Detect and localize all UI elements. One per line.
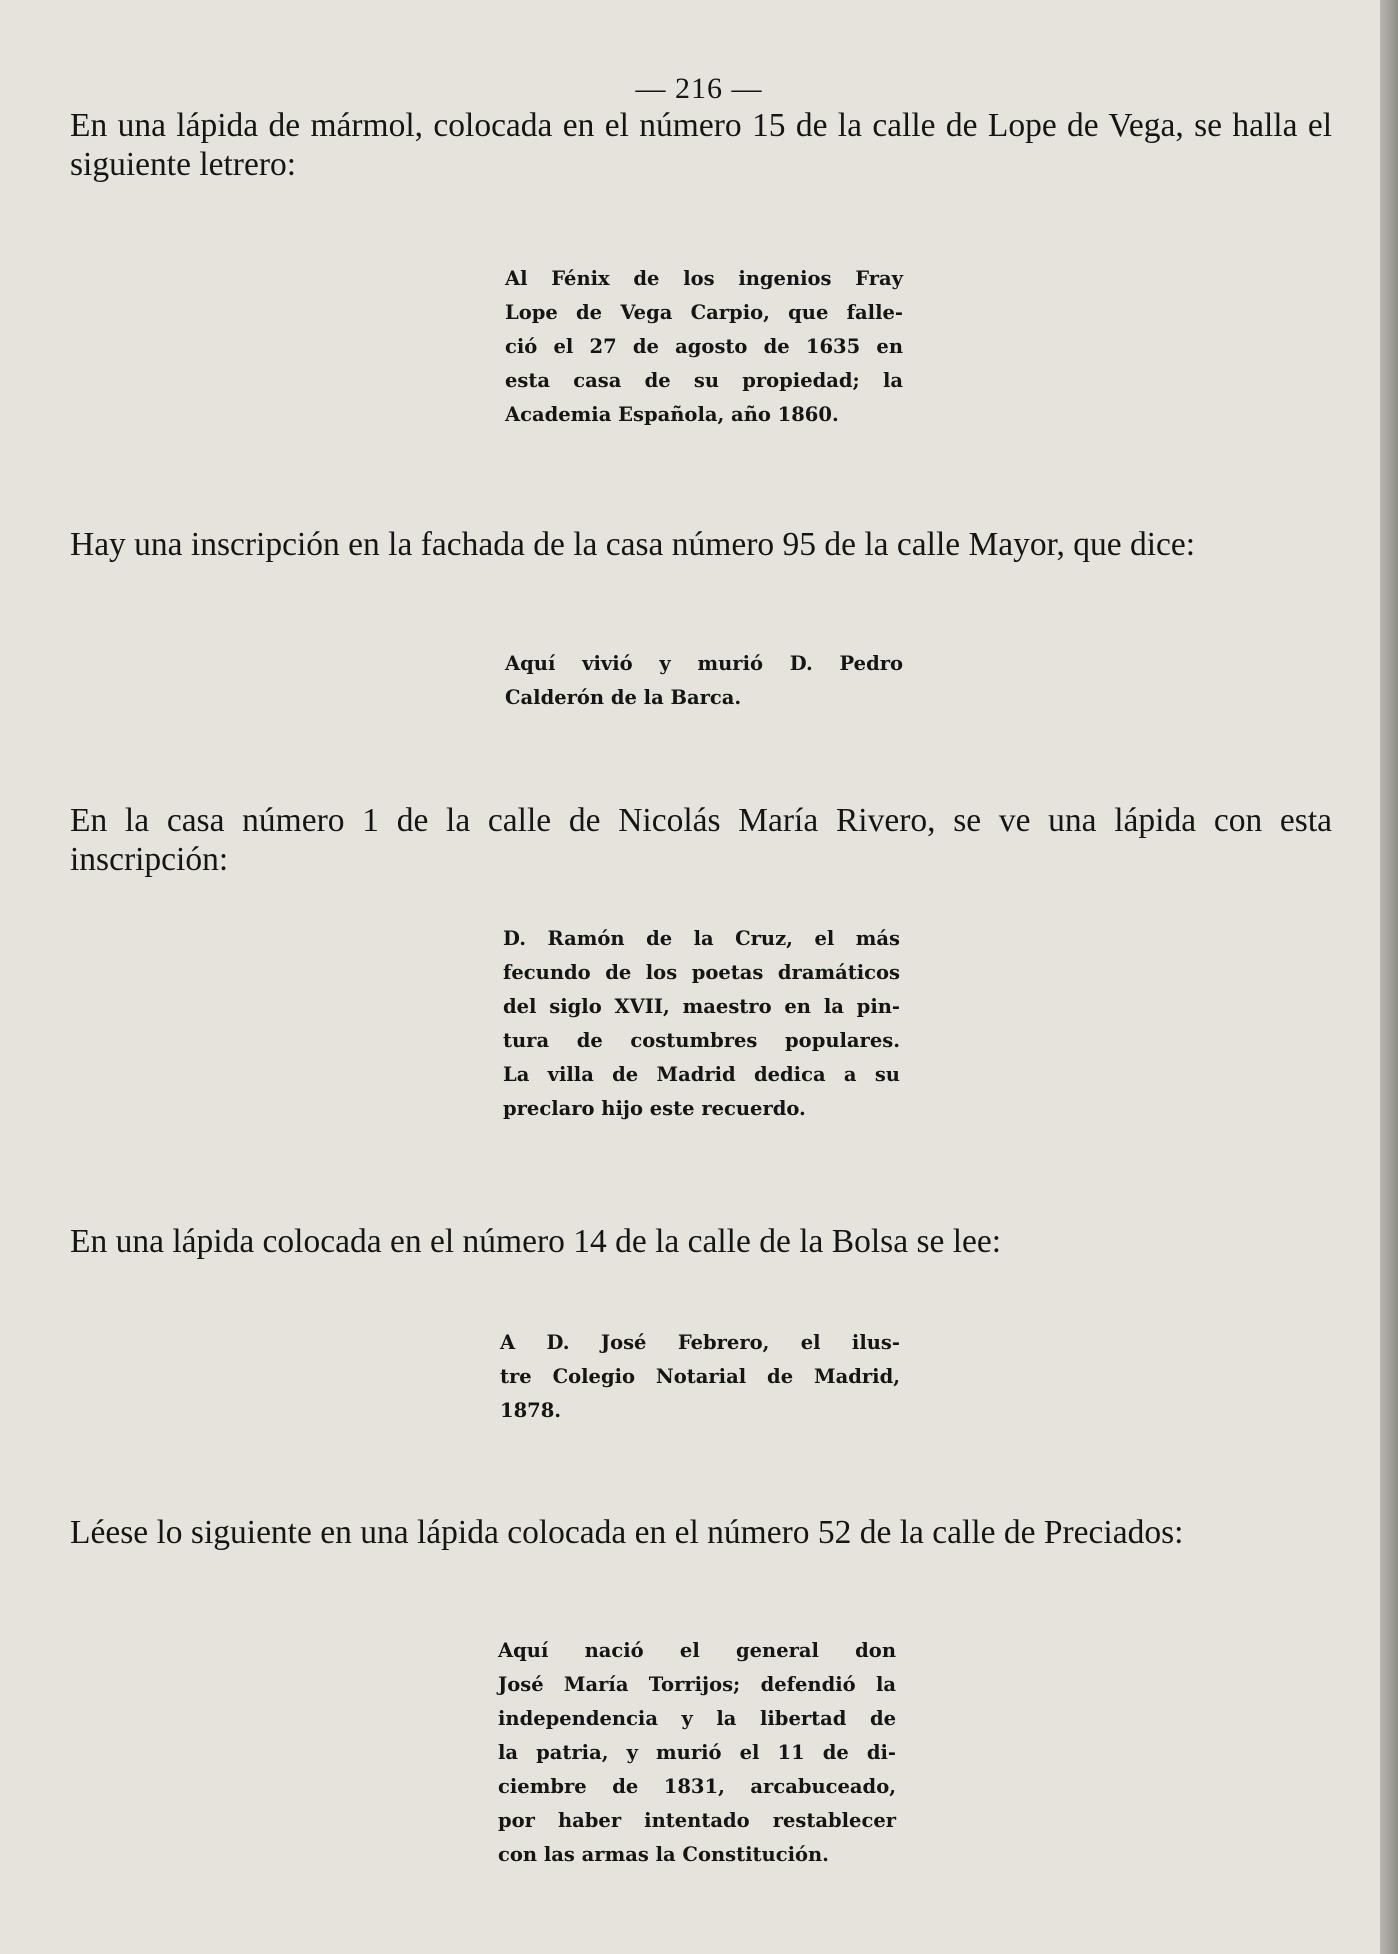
inscription-line: Aquí vivió y murió D. Pedro xyxy=(505,652,903,675)
inscription-line: por haber intentado restablecer xyxy=(498,1809,896,1832)
inscription-line: con las armas la Constitución. xyxy=(498,1843,829,1866)
inscription-line: esta casa de su propiedad; la xyxy=(505,369,903,392)
intro-paragraph-jose-febrero: En una lápida colocada en el número 14 de la calle de la Bolsa se lee: xyxy=(70,1223,1002,1260)
inscription-line: A D. José Febrero, el ilus- xyxy=(500,1331,900,1354)
inscription-line: ció el 27 de agosto de 1635 en xyxy=(505,335,903,358)
inscription-jose-febrero xyxy=(500,1326,900,1428)
inscription-calderon xyxy=(505,647,903,715)
inscription-line: tura de costumbres populares. xyxy=(503,1029,900,1052)
inscription-line: Calderón de la Barca. xyxy=(505,686,742,709)
inscription-line: tre Colegio Notarial de Madrid, xyxy=(500,1365,900,1388)
intro-paragraph-torrijos: Léese lo siguiente en una lápida colocada en el número 52 de la calle de Preciados: xyxy=(70,1514,1184,1551)
page-number: — 216 — xyxy=(635,72,763,105)
inscription-line: La villa de Madrid dedica a su xyxy=(503,1063,900,1086)
inscription-line: la patria, y murió el 11 de di- xyxy=(498,1741,896,1764)
inscription-torrijos xyxy=(498,1634,896,1872)
intro-paragraph-calderon: Hay una inscripción en la fachada de la casa número 95 de la calle Mayor, que dice: xyxy=(70,526,1196,563)
inscription-line: preclaro hijo este recuerdo. xyxy=(503,1097,806,1120)
inscription-line: del siglo XVII, maestro en la pin- xyxy=(503,995,900,1018)
inscription-line: independencia y la libertad de xyxy=(498,1707,896,1730)
inscription-line: D. Ramón de la Cruz, el más xyxy=(503,927,900,950)
intro-paragraph-ramon-de-la-cruz: En la casa número 1 de la calle de Nicolás María Rivero, se ve una lápida con esta inscripción: xyxy=(70,802,1332,878)
inscription-line: Lope de Vega Carpio, que falle- xyxy=(505,301,903,324)
inscription-line: Al Fénix de los ingenios Fray xyxy=(505,267,903,290)
intro-paragraph-lope-de-vega: En una lápida de mármol, colocada en el número 15 de la calle de Lope de Vega, se halla el siguiente letrero: xyxy=(70,107,1332,183)
inscription-ramon-de-la-cruz xyxy=(503,922,900,1126)
inscription-line: José María Torrijos; defendió la xyxy=(498,1673,896,1696)
inscription-line: ciembre de 1831, arcabuceado, xyxy=(498,1775,896,1798)
inscription-lope-de-vega xyxy=(505,262,903,432)
inscription-line: 1878. xyxy=(500,1399,562,1422)
inscription-line: fecundo de los poetas dramáticos xyxy=(503,961,900,984)
inscription-line: Academia Española, año 1860. xyxy=(505,403,839,426)
inscription-line: Aquí nació el general don xyxy=(498,1639,896,1662)
